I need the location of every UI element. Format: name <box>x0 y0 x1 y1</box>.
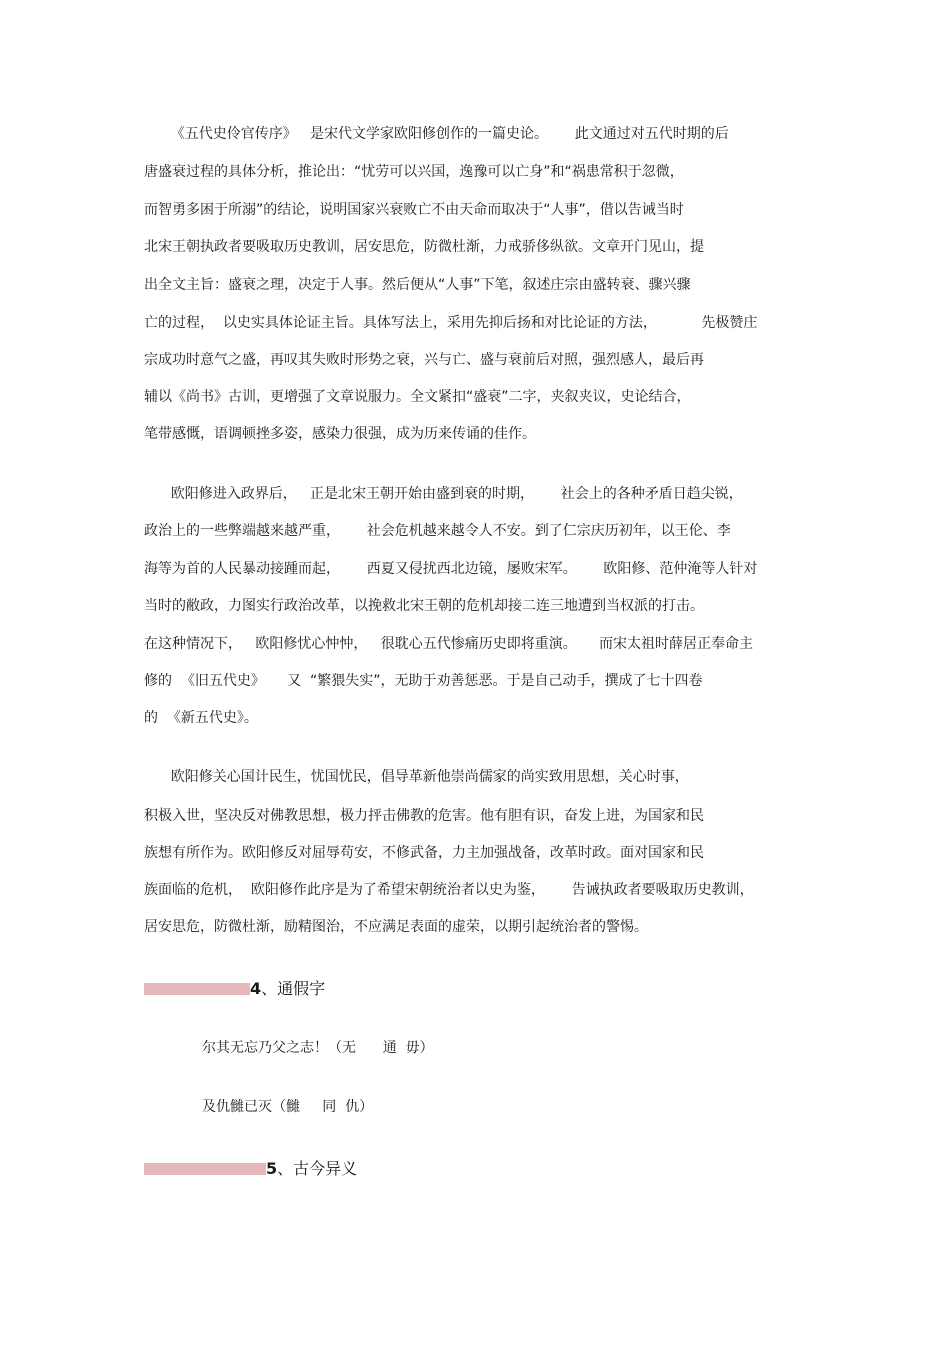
paragraph-line: 海等为首的人民暴动接踵而起， 西夏又侵扰西北边镜，屡败宋军。 欧阳修、范仲淹等人针对 <box>144 561 758 577</box>
paragraph-line: 《五代史伶官传序》 是宋代文学家欧阳修创作的一篇史论。 此文通过对五代时期的后 <box>144 126 729 142</box>
paragraph-line: 欧阳修关心国计民生，忧国忧民，倡导革新他崇尚儒家的尚实致用思想，关心时事， <box>144 769 689 785</box>
paragraph-line: 族想有所作为。欧阳修反对屈辱苟安，不修武备，力主加强战备，改革时政。面对国家和民 <box>144 845 704 861</box>
paragraph-line: 欧阳修进入政界后， 正是北宋王朝开始由盛到衰的时期， 社会上的各种矛盾日趋尖锐， <box>144 486 743 502</box>
paragraph-line: 北宋王朝执政者要吸取历史教训，居安思危，防微杜渐，力戒骄侈纵欲。文章开门见山，提 <box>144 239 704 255</box>
paragraph-line: 政治上的一些弊端越来越严重， 社会危机越来越令人不安。到了仁宗庆历初年，以王伦、李 <box>144 523 731 539</box>
paragraph-line: 唐盛衰过程的具体分析，推论出：“忧劳可以兴国，逸豫可以亡身”和“祸患常积于忽微， <box>144 164 684 180</box>
paragraph-line: 族面临的危机， 欧阳修作此序是为了希望宋朝统治者以史为鉴， 告诫执政者要吸取历史教训， <box>144 882 754 898</box>
paragraph-line: 笔带感慨，语调顿挫多姿，感染力很强，成为历来传诵的佳作。 <box>144 426 536 442</box>
section-title: 、古今异义 <box>277 1159 358 1178</box>
paragraph-line: 而智勇多困于所溺”的结论，说明国家兴衰败亡不由天命而取决于“人事”，借以告诫当时 <box>144 202 684 218</box>
paragraph-line: 辅以《尚书》古训，更增强了文章说服力。全文紧扣“盛衰”二字，夹叙夹议，史论结合， <box>144 389 691 405</box>
tongjia-item-1: 尔其无忘乃父之志！（无 通 毋） <box>202 1040 434 1056</box>
section-number: 4 <box>250 979 262 998</box>
paragraph-line: 修的 《旧五代史》 又 “繁猥失实”，无助于劝善惩恶。于是自己动手，撰成了七十四卷 <box>144 673 703 689</box>
paragraph-line: 当时的敝政，力图实行政治改革，以挽救北宋王朝的危机却接二连三地遭到当权派的打击。 <box>144 598 704 614</box>
paragraph-line: 出全文主旨：盛衰之理，决定于人事。然后便从“人事”下笔，叙述庄宗由盛转衰、骤兴骤 <box>144 277 691 293</box>
paragraph-line: 积极入世，坚决反对佛教思想，极力抨击佛教的危害。他有胆有识，奋发上进，为国家和民 <box>144 808 704 824</box>
paragraph-line: 宗成功时意气之盛，再叹其失败时形势之衰，兴与亡、盛与衰前后对照，强烈感人，最后再 <box>144 352 704 368</box>
section-title: 、通假字 <box>261 979 326 998</box>
section-number: 5 <box>266 1159 278 1178</box>
paragraph-line: 的 《新五代史》。 <box>144 710 258 726</box>
heading-marker-bar <box>144 1163 266 1175</box>
paragraph-line: 居安思危，防微杜渐，励精图治，不应满足表面的虚荣，以期引起统治者的警惕。 <box>144 919 648 935</box>
section-heading-5 <box>144 1157 357 1181</box>
tongjia-item-2: 及仇雠已灭（雠 同 仇） <box>202 1099 374 1115</box>
section-heading-4 <box>144 977 325 1001</box>
paragraph-line: 在这种情况下， 欧阳修忧心忡忡， 很耽心五代惨痛历史即将重演。 而宋太祖时薛居正奉命主 <box>144 636 753 652</box>
heading-marker-bar <box>144 983 250 995</box>
paragraph-line: 亡的过程， 以史实具体论证主旨。具体写法上，采用先抑后扬和对比论证的方法， 先极赞庄 <box>144 315 758 331</box>
